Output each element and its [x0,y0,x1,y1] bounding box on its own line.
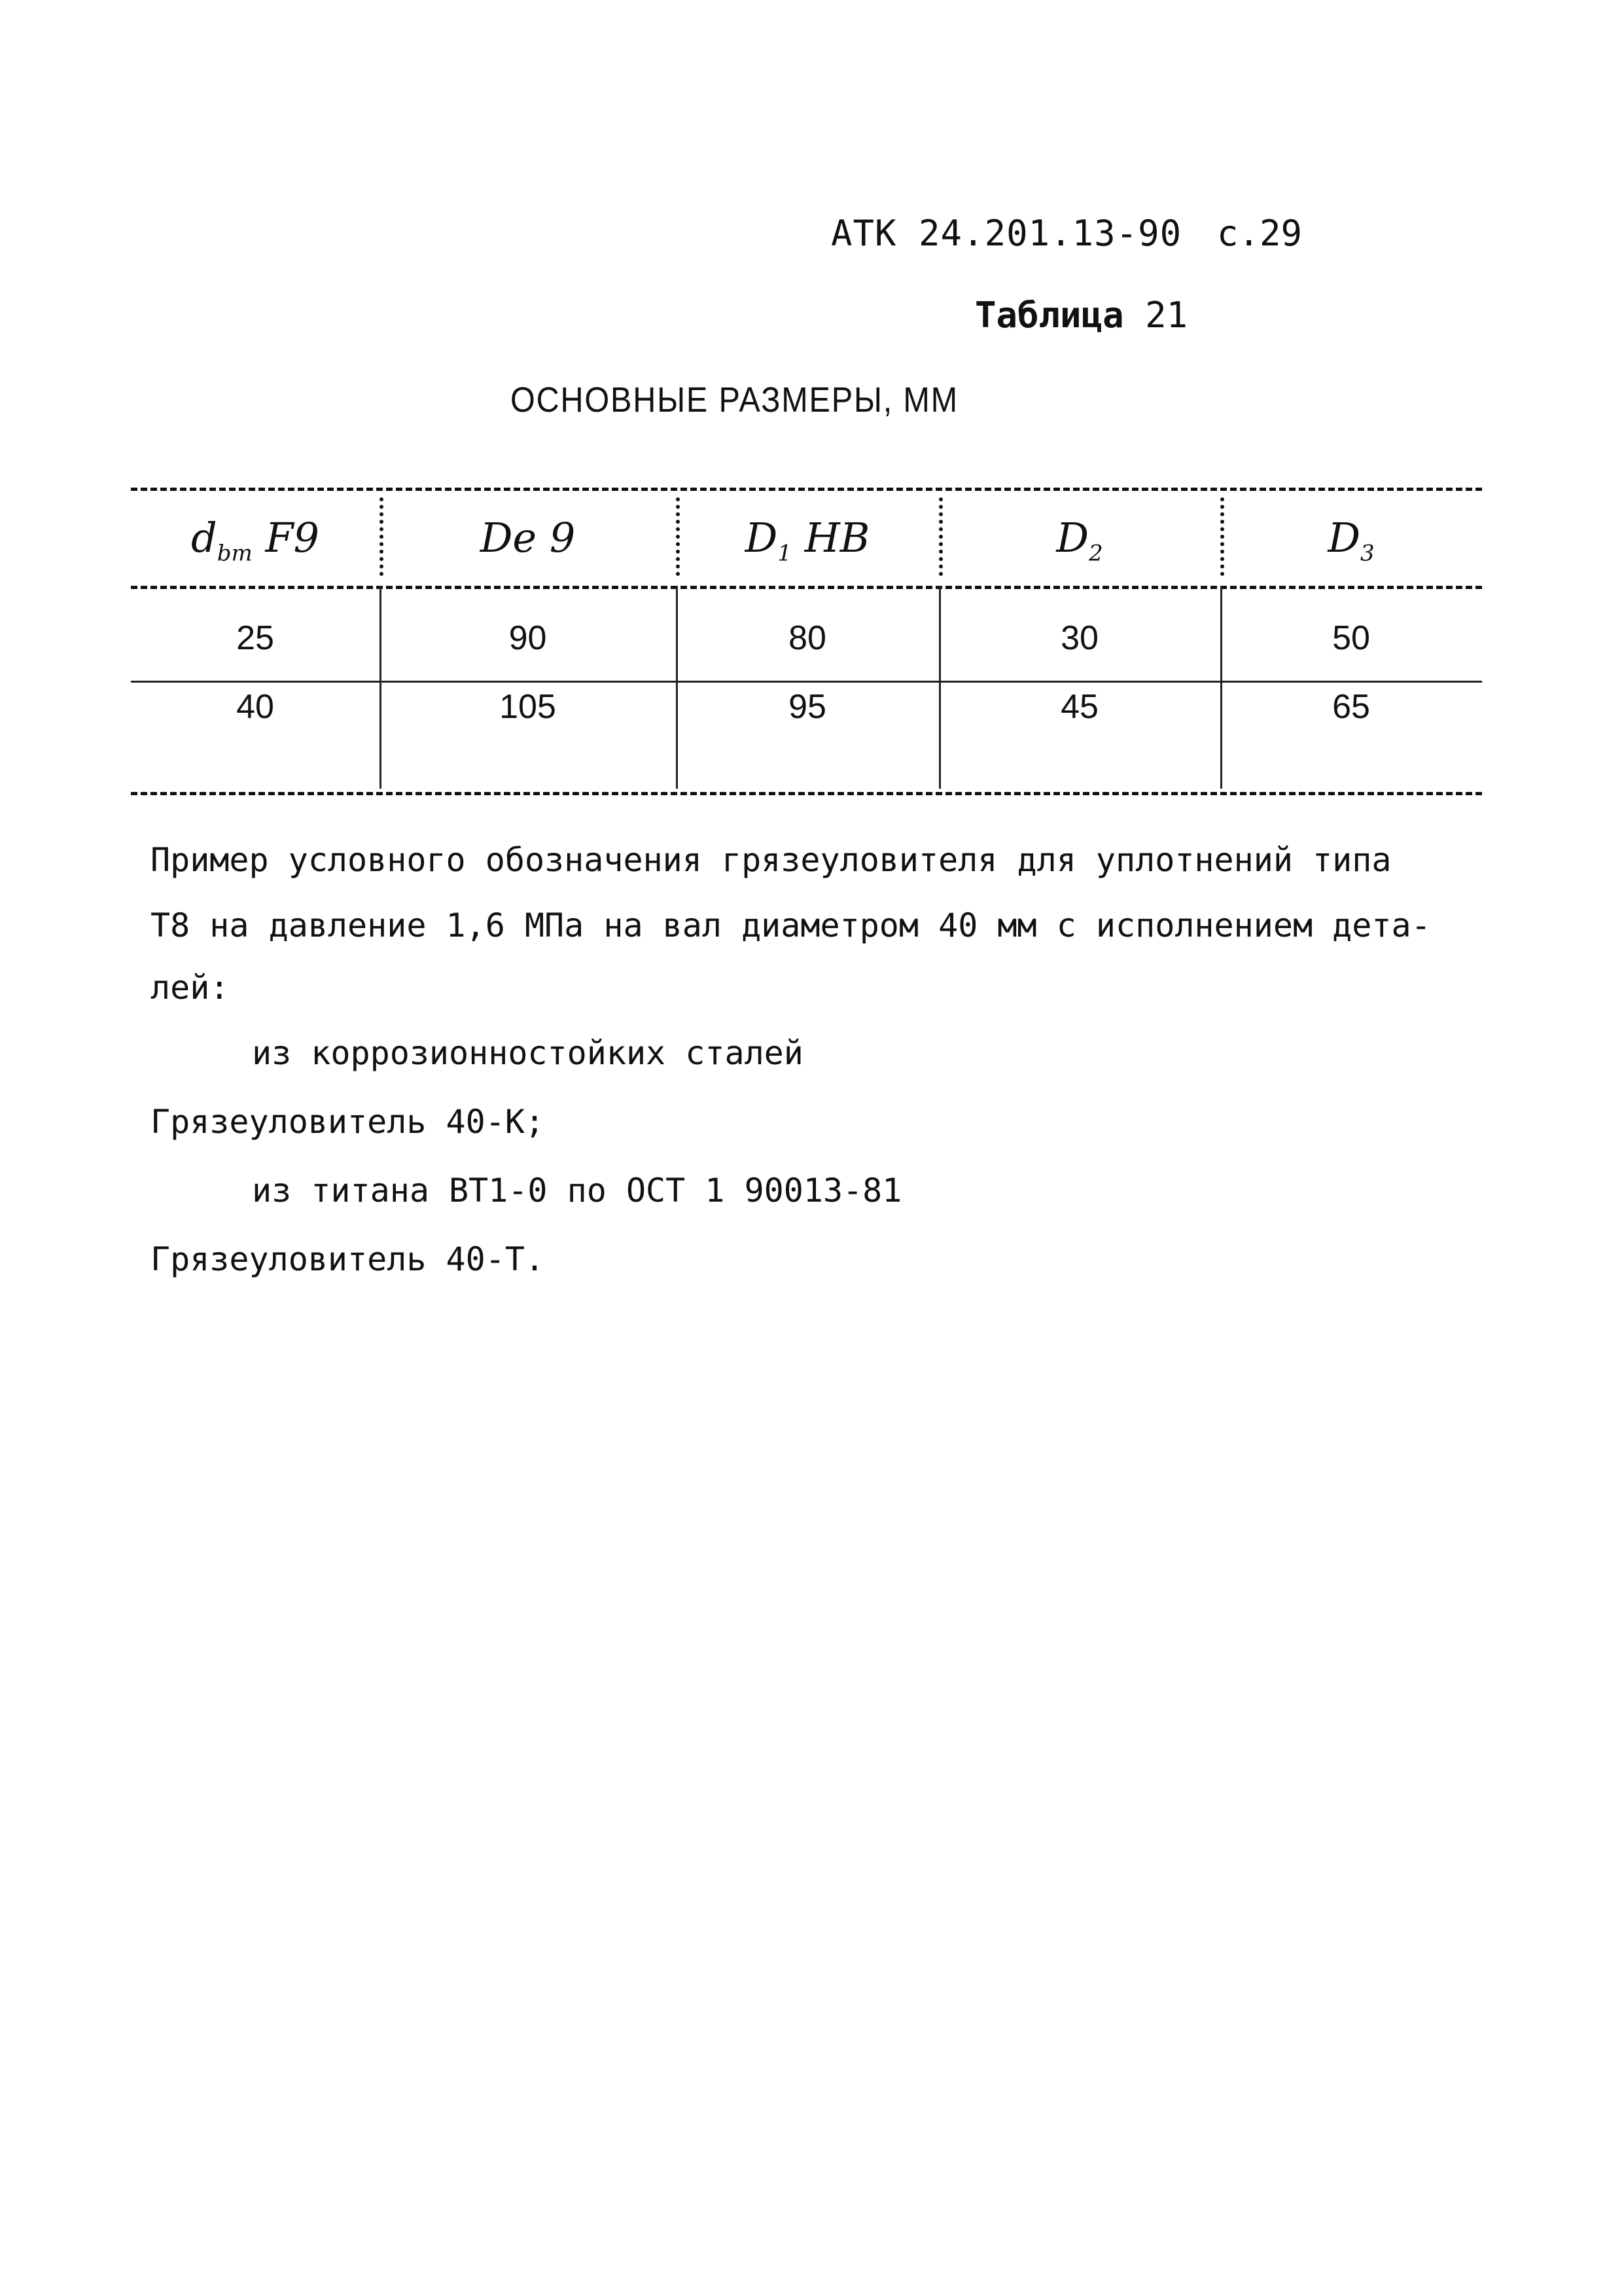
header-dbm-f9: $d_{bm}$ F9 [191,514,319,567]
table-bottom-border [131,792,1482,795]
table-cell: 40 [236,688,274,726]
row-separator [131,681,1482,683]
header-d3: $D_3$ [1328,514,1375,567]
table-word: Таблица [975,295,1124,336]
header-d1-hb: $D_1$ HB [745,514,870,567]
table-cell: 95 [788,688,826,726]
table-cell: 45 [1061,688,1099,726]
table-title: ОСНОВНЫЕ РАЗМЕРЫ, ММ [510,380,959,420]
example-text-line: из коррозионностойких сталей [252,1034,803,1072]
table-cell: 50 [1332,619,1370,657]
header-separator [131,586,1482,589]
example-text-line: Т8 на давление 1,6 МПа на вал диаметром 40 мм с исполнением дета- [150,906,1431,944]
example-text-line: из титана ВТ1-0 по ОСТ 1 90013-81 [252,1172,902,1210]
example-text-line: Пример условного обозначения грязеуловителя для уплотнений типа [150,841,1392,879]
table-cell: 80 [788,619,826,657]
table-cell: 65 [1332,688,1370,726]
dimensions-table [131,488,1482,802]
page-number: с.29 [1217,213,1303,254]
header-de-9: De 9 [480,514,576,562]
table-top-border [131,488,1482,491]
designation-line: Грязеуловитель 40-Т. [150,1240,545,1278]
table-cell: 25 [236,619,274,657]
header-d2: $D_2$ [1056,514,1103,567]
designation-line: Грязеуловитель 40-К; [150,1103,545,1141]
table-cell: 105 [499,688,556,726]
table-cell: 90 [508,619,547,657]
table-reference [975,295,1188,336]
document-code: АТК 24.201.13-90 [831,213,1182,254]
table-cell: 30 [1061,619,1099,657]
example-text-line: лей: [150,969,230,1007]
table-number: 21 [1145,295,1188,336]
